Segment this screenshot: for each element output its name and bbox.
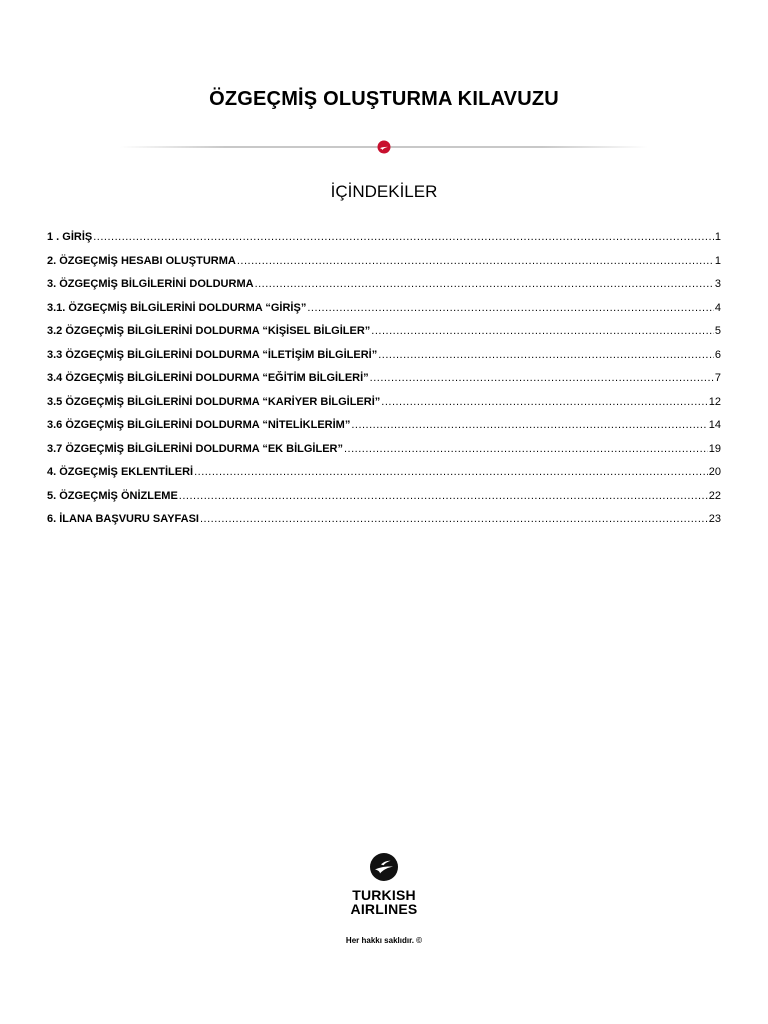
copyright-notice: Her hakkı saklıdır. ©: [345, 936, 423, 945]
toc-leader-dots: [344, 443, 708, 455]
toc-leader-dots: [255, 278, 714, 290]
toc-entry-label: 6. İLANA BAŞVURU SAYFASI: [47, 513, 199, 525]
toc-entry-page: 6: [714, 348, 721, 361]
toc-entry-page: 19: [708, 442, 721, 455]
toc-leader-dots: [93, 231, 714, 243]
toc-entry-page: 23: [708, 513, 721, 525]
toc-entry-label: 3.3 ÖZGEÇMİŞ BİLGİLERİNİ DOLDURMA “İLETİŞİM BİLGİLERİ”: [47, 348, 378, 361]
toc-entry-page: 3: [714, 278, 721, 290]
toc-entry-page: 14: [708, 419, 721, 431]
toc-entry-page: 1: [714, 231, 721, 243]
turkish-airlines-crane-icon: [369, 852, 399, 882]
toc-entry-label: 2. ÖZGEÇMİŞ HESABI OLUŞTURMA: [47, 254, 236, 267]
toc-leader-dots: [194, 466, 708, 478]
toc-entry-label: 3.1. ÖZGEÇMİŞ BİLGİLERİNİ DOLDURMA “GİRİŞ”: [47, 301, 307, 314]
toc-entry[interactable]: [47, 490, 721, 514]
toc-entry-label: 3.4 ÖZGEÇMİŞ BİLGİLERİNİ DOLDURMA “EĞİTİM BİLGİLERİ”: [47, 372, 369, 384]
toc-entry[interactable]: [47, 372, 721, 396]
toc-leader-dots: [371, 325, 714, 337]
turkish-airlines-logo: [0, 852, 768, 916]
toc-entry-page: 5: [714, 325, 721, 337]
toc-leader-dots: [378, 349, 714, 361]
toc-entry-page: 1: [714, 254, 721, 267]
toc-entry-page: 12: [708, 395, 721, 408]
toc-leader-dots: [307, 302, 714, 314]
toc-entry-label: 4. ÖZGEÇMİŞ EKLENTİLERİ: [47, 466, 194, 478]
table-of-contents: [47, 231, 721, 537]
toc-leader-dots: [370, 372, 714, 384]
logo-text-airlines: AIRLINES: [350, 901, 418, 917]
toc-entry-label: 3.6 ÖZGEÇMİŞ BİLGİLERİNİ DOLDURMA “NİTELİKLERİM”: [47, 419, 351, 431]
turkish-airlines-emblem-icon: [377, 140, 391, 154]
title-divider: [120, 140, 648, 154]
toc-entry-label: 5. ÖZGEÇMİŞ ÖNİZLEME: [47, 489, 178, 502]
toc-leader-dots: [237, 255, 714, 267]
toc-leader-dots: [179, 490, 708, 502]
toc-entry[interactable]: [47, 466, 721, 490]
logo-text-turkish: TURKISH: [352, 887, 416, 903]
toc-leader-dots: [200, 513, 708, 525]
toc-entry-page: 7: [714, 372, 721, 384]
toc-entry[interactable]: [47, 349, 721, 373]
toc-entry[interactable]: [47, 278, 721, 302]
toc-entry[interactable]: [47, 231, 721, 255]
toc-entry-label: 3.7 ÖZGEÇMİŞ BİLGİLERİNİ DOLDURMA “EK BİLGİLER”: [47, 442, 343, 455]
toc-entry-label: 1 . GİRİŞ: [47, 231, 93, 243]
toc-entry[interactable]: [47, 419, 721, 443]
toc-entry-page: 22: [708, 489, 721, 502]
toc-entry-page: 20: [708, 466, 721, 478]
toc-entry-page: 4: [714, 301, 721, 314]
toc-heading: İÇİNDEKİLER: [330, 182, 438, 201]
toc-entry[interactable]: [47, 396, 721, 420]
toc-leader-dots: [381, 396, 707, 408]
toc-entry[interactable]: [47, 513, 721, 537]
toc-entry-label: 3.2 ÖZGEÇMİŞ BİLGİLERİNİ DOLDURMA “KİŞİSEL BİLGİLER”: [47, 325, 371, 337]
toc-entry[interactable]: [47, 325, 721, 349]
toc-entry-label: 3.5 ÖZGEÇMİŞ BİLGİLERİNİ DOLDURMA “KARİYER BİLGİLERİ”: [47, 395, 381, 408]
toc-entry[interactable]: [47, 255, 721, 279]
toc-entry[interactable]: [47, 443, 721, 467]
document-title: ÖZGEÇMİŞ OLUŞTURMA KILAVUZU: [209, 88, 559, 110]
toc-entry-label: 3. ÖZGEÇMİŞ BİLGİLERİNİ DOLDURMA: [47, 278, 254, 290]
toc-entry[interactable]: [47, 302, 721, 326]
toc-leader-dots: [351, 419, 707, 431]
